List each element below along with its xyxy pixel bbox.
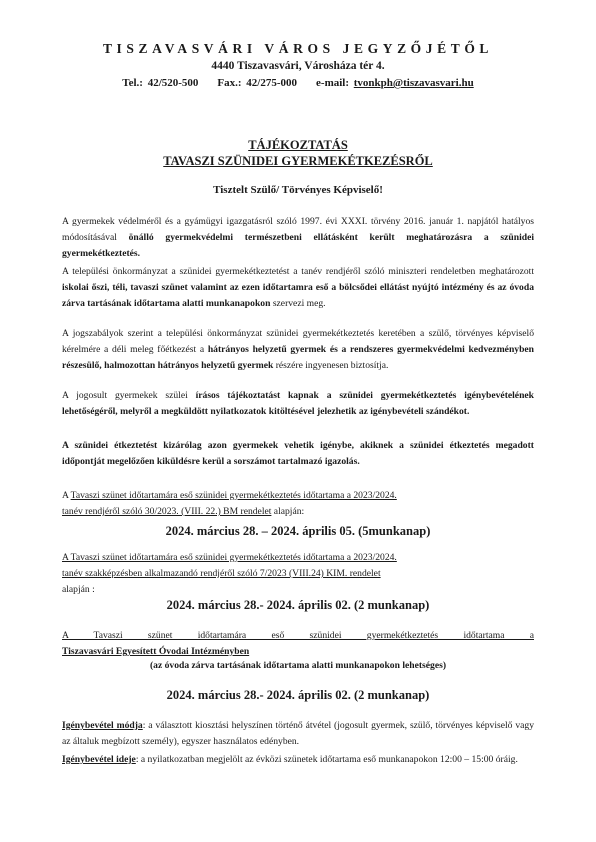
paragraph-6 (62, 718, 534, 750)
section-2-line1: A Tavaszi szünet időtartamára eső szünidei gyermekétkeztetés időtartama a 2023/2024. (62, 552, 397, 563)
section-3-line2: Tiszavasvári Egyesített Óvodai Intézményben (62, 646, 250, 657)
doc-subtitle: TAVASZI SZÜNIDEI GYERMEKÉTKEZÉSRŐL (163, 154, 433, 168)
section-1-date: 2024. március 28. – 2024. április 05. (5munkanap) (165, 524, 431, 538)
email-link[interactable]: tvonkph@tiszavasvari.hu (353, 77, 474, 89)
section-1-c: időtartamára eső szünidei gyermekétkeztetés időtartama a 2023/2024. (126, 490, 397, 501)
email-label: e-mail: (316, 77, 350, 89)
usage-mode-label: Igénybevétel módja (62, 720, 143, 731)
issuer-title: TISZAVASVÁRI VÁROS JEGYZŐJÉTŐL (102, 41, 494, 56)
salutation: Tisztelt Szülő/ Törvényes Képviselő! (213, 184, 383, 196)
doc-title: TÁJÉKOZTATÁS (248, 138, 348, 152)
section-2-intro (62, 550, 534, 598)
section-3-intro (62, 628, 534, 660)
usage-mode-text: : a választott kiosztási helyszínen történő átvétel (jogosult gyermek, szülő, törvényes képviselő vagy az általuk megbízott személy), egyszer használatos edényben. (62, 720, 535, 747)
section-3-date: 2024. március 28.- 2024. április 02. (2 munkanap) (166, 688, 430, 702)
paragraph-4-bold: írásos tájékoztatást kapnak a szünidei gyermekétkeztetés igénybevételének lehetőségéről, melyről a megküldött nyilatkozatok kitöltésével jelezhetik az igénybevételi szándékot. (62, 390, 534, 417)
phone: Tel.: 42/520-500 (122, 77, 199, 89)
section-1-a: A (62, 490, 71, 501)
section-2-line3: alapján : (62, 584, 95, 595)
paragraph-2-bold: iskolai őszi, téli, tavaszi szünet valamint az ezen időtartamra eső a bölcsődei ellátást nyújtó intézmény és az óvoda zárva tartásának időtartama alatti munkanapokon (62, 282, 534, 309)
paragraph-2 (62, 264, 534, 312)
paragraph-3-bold: hátrányos helyzetű gyermek és a rendszeres gyermekvédelmi kedvezményben részesülő, halmozottan hátrányos helyzetű gyermek (62, 344, 535, 371)
section-1-intro (62, 488, 534, 520)
section-2-date: 2024. március 28.- 2024. április 02. (2 munkanap) (166, 598, 430, 612)
section-1-b: Tavaszi szünet (70, 490, 127, 501)
paragraph-7 (62, 752, 534, 768)
section-2-line2: tanév szakképzésben alkalmazandó rendjéről szóló 7/2023 (VIII.24) KIM. rendelet (62, 568, 381, 579)
paragraph-3-tail: részére ingyenesen biztosítja. (273, 360, 389, 371)
paragraph-1 (62, 214, 534, 262)
issuer-address: 4440 Tiszavasvári, Városháza tér 4. (211, 60, 385, 72)
paragraph-2-tail: szervezi meg. (270, 298, 326, 309)
paragraph-5: A szünidei étkeztetést kizárólag azon gyermekek vehetik igénybe, akiknek a szünidei étkeztetés megadott időpontját megelőzően kiküldésre kerül a sorszámot tartalmazó igazolás. (62, 440, 534, 467)
section-1-tail: alapján: (271, 506, 305, 517)
paragraph-4-text: A jogosult gyermekek szülei (62, 390, 196, 401)
section-3-note: (az óvoda zárva tartásának időtartama alatti munkanapokon lehetséges) (149, 660, 447, 671)
paragraph-3-text: A jogszabályok szerint a települési önkormányzat szünidei gyermekétkeztetés keretében a szülő, törvényes képviselő kérelmére a déli meleg főétkezést a (62, 328, 534, 355)
section-1-decree: tanév rendjéről szóló 30/2023. (VIII. 22.) BM rendelet (62, 506, 272, 517)
fax: Fax.: 42/275-000 (217, 77, 298, 89)
issuer-contact (0, 77, 596, 89)
paragraph-3 (62, 326, 534, 374)
usage-time-text: : a nyilatkozatban megjelölt az évközi szünetek időtartama eső munkanapokon 12:00 – 15:00 óráig. (135, 754, 518, 765)
paragraph-2-text: A települési önkormányzat a szünidei gyermekétkeztetést a tanév rendjéről szóló miniszteri rendeletben meghatározott (62, 266, 534, 277)
paragraph-4 (62, 388, 534, 420)
usage-time-label: Igénybevétel ideje (62, 754, 136, 765)
paragraph-1-text: A gyermekek védelméről és a gyámügyi igazgatásról szóló 1997. évi XXXI. törvény 2016. január 1. napjától hatályos módosításával (62, 216, 534, 243)
section-3-line1: A Tavaszi szünet időtartamára eső szünidei gyermekétkeztetés időtartama a (62, 630, 534, 641)
paragraph-1-bold: önálló gyermekvédelmi természetbeni ellátásként került meghatározásra a szünidei gyermekétkeztetés. (62, 232, 534, 259)
